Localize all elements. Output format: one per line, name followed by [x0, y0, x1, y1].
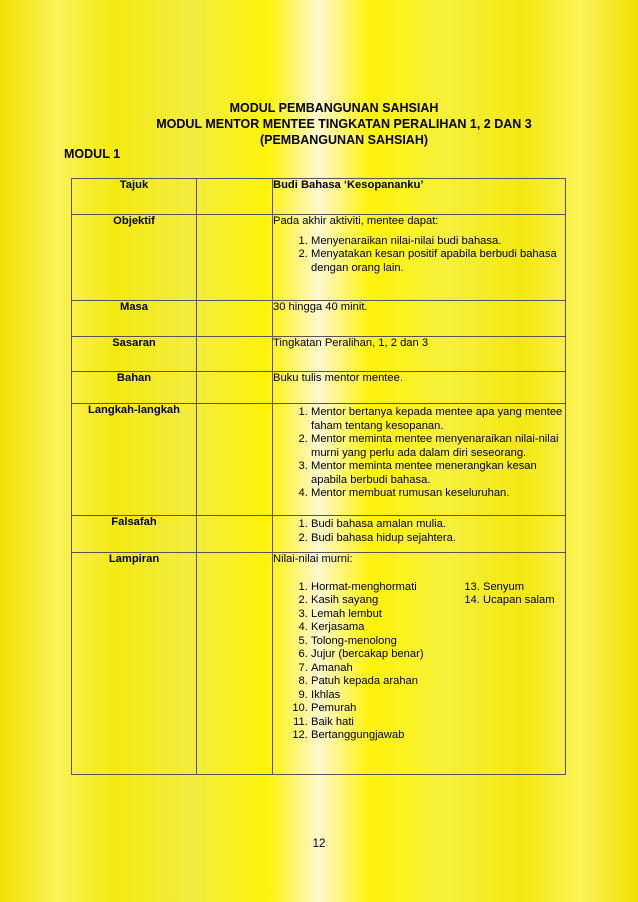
label-masa: Masa — [72, 301, 197, 337]
list-item: 11. Baik hati — [311, 716, 463, 730]
list-item: 9. Ikhlas — [311, 689, 463, 703]
objektif-intro: Pada akhir aktiviti, mentee dapat: — [273, 215, 439, 227]
list-item: 1. Hormat-menghormati — [311, 581, 463, 595]
lampiran-intro: Nilai-nilai murni: — [273, 553, 353, 565]
empty-cell — [197, 337, 273, 372]
label-bahan: Bahan — [72, 372, 197, 404]
label-objektif: Objektif — [72, 215, 197, 301]
doc-title: MODUL PEMBANGUNAN SAHSIAH — [229, 101, 439, 115]
value-falsafah — [273, 516, 566, 553]
langkah-list — [273, 406, 565, 501]
lampiran-list-right — [463, 581, 635, 743]
lampiran-list-left — [273, 581, 463, 743]
list-item: 13. Senyum — [483, 581, 635, 595]
value-langkah — [273, 404, 566, 516]
list-item: 3. Lemah lembut — [311, 608, 463, 622]
list-item: 3. Mentor meminta mentee menerangkan kesan apabila berbudi bahasa. — [311, 460, 565, 487]
list-item: 8. Patuh kepada arahan — [311, 675, 463, 689]
table-row — [72, 372, 566, 404]
value-sasaran: Tingkatan Peralihan, 1, 2 dan 3 — [273, 337, 566, 372]
list-item: 1. Mentor bertanya kepada mentee apa yang mentee faham tentang kesopanan. — [311, 406, 565, 433]
value-lampiran — [273, 553, 566, 775]
empty-cell — [197, 215, 273, 301]
list-item: 12. Bertanggungjawab — [311, 729, 463, 743]
module-table — [71, 178, 566, 775]
list-item: 4. Kerjasama — [311, 621, 463, 635]
doc-subtitle: MODUL MENTOR MENTEE TINGKATAN PERALIHAN 1, 2 DAN 3 — [156, 117, 532, 131]
table-row — [72, 301, 566, 337]
table-row — [72, 179, 566, 215]
empty-cell — [197, 179, 273, 215]
label-lampiran: Lampiran — [72, 553, 197, 775]
empty-cell — [197, 553, 273, 775]
value-bahan: Buku tulis mentor mentee. — [273, 372, 566, 404]
table-row — [72, 516, 566, 553]
value-tajuk: Budi Bahasa ‘Kesopananku’ — [273, 179, 566, 215]
list-item: 14. Ucapan salam — [483, 594, 635, 608]
list-item: 2. Budi bahasa hidup sejahtera. — [311, 532, 565, 546]
falsafah-list — [273, 518, 565, 545]
list-item: 1. Budi bahasa amalan mulia. — [311, 518, 565, 532]
page-number: 12 — [312, 838, 326, 850]
table-row — [72, 404, 566, 516]
value-masa: 30 hingga 40 minit. — [273, 301, 566, 337]
list-item: 7. Amanah — [311, 662, 463, 676]
label-sasaran: Sasaran — [72, 337, 197, 372]
list-item: 2. Mentor meminta mentee menyenaraikan nilai-nilai murni yang perlu ada dalam diri seseorang. — [311, 433, 565, 460]
document-titles — [0, 100, 638, 148]
objektif-list — [273, 235, 565, 276]
label-langkah: Langkah-langkah — [72, 404, 197, 516]
list-item: 6. Jujur (bercakap benar) — [311, 648, 463, 662]
label-falsafah: Falsafah — [72, 516, 197, 553]
empty-cell — [197, 404, 273, 516]
doc-subtitle-paren: (PEMBANGUNAN SAHSIAH) — [259, 133, 429, 147]
list-item: 2. Menyatakan kesan positif apabila berbudi bahasa dengan orang lain. — [311, 248, 565, 275]
label-tajuk: Tajuk — [72, 179, 197, 215]
list-item: 1. Menyenaraikan nilai-nilai budi bahasa. — [311, 235, 565, 249]
list-item: 4. Mentor membuat rumusan keseluruhan. — [311, 487, 565, 501]
empty-cell — [197, 301, 273, 337]
table-row — [72, 215, 566, 301]
list-item: 2. Kasih sayang — [311, 594, 463, 608]
module-heading: MODUL 1 — [64, 147, 121, 161]
list-item: 10. Pemurah — [311, 702, 463, 716]
table-row — [72, 337, 566, 372]
list-item: 5. Tolong-menolong — [311, 635, 463, 649]
empty-cell — [197, 372, 273, 404]
value-objektif — [273, 215, 566, 301]
table-row — [72, 553, 566, 775]
empty-cell — [197, 516, 273, 553]
